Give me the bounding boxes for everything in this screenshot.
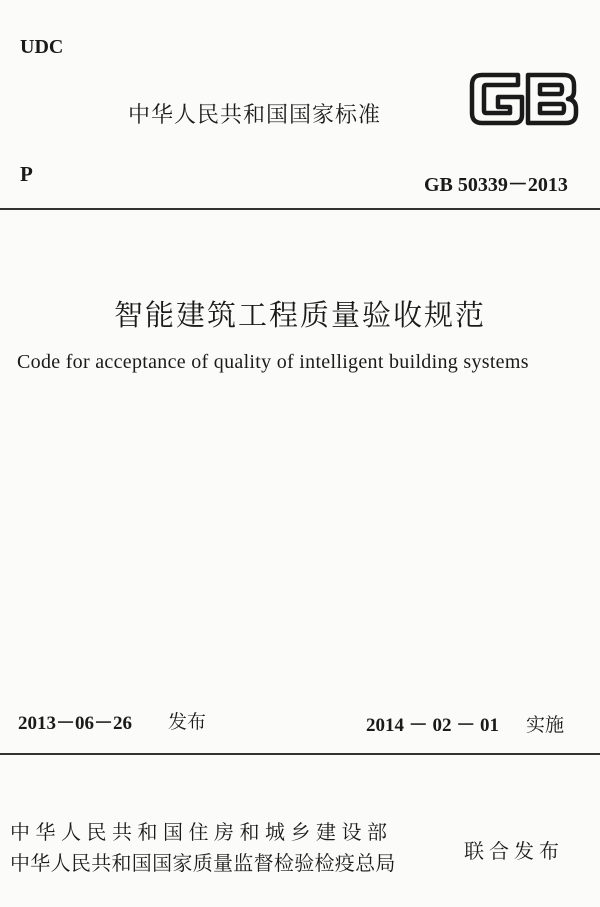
national-standard-heading: 中华人民共和国国家标准 (128, 103, 382, 128)
issuer-aqsiq: 中华人民共和国国家质量监督检验检疫总局 (10, 851, 396, 875)
effective-label: 实施 (526, 714, 565, 736)
top-divider (0, 208, 600, 210)
joint-release-label: 联合发布 (464, 839, 564, 863)
title-english: Code for acceptance of quality of intelligent building systems (17, 351, 529, 373)
standard-number: GB 50339－2013 (424, 174, 568, 196)
gb-logo-icon (468, 69, 580, 129)
release-date: 2013－06－26 (18, 713, 133, 734)
issuer-ministry-housing: 中华人民共和国住房和城乡建设部 (10, 820, 393, 844)
release-label: 发布 (168, 711, 207, 733)
udc-label: UDC (20, 36, 64, 58)
title-chinese: 智能建筑工程质量验收规范 (113, 298, 486, 332)
effective-date: 2014 － 02 － 01 (366, 715, 500, 736)
bottom-divider (0, 753, 600, 755)
category-label: P (20, 162, 33, 186)
